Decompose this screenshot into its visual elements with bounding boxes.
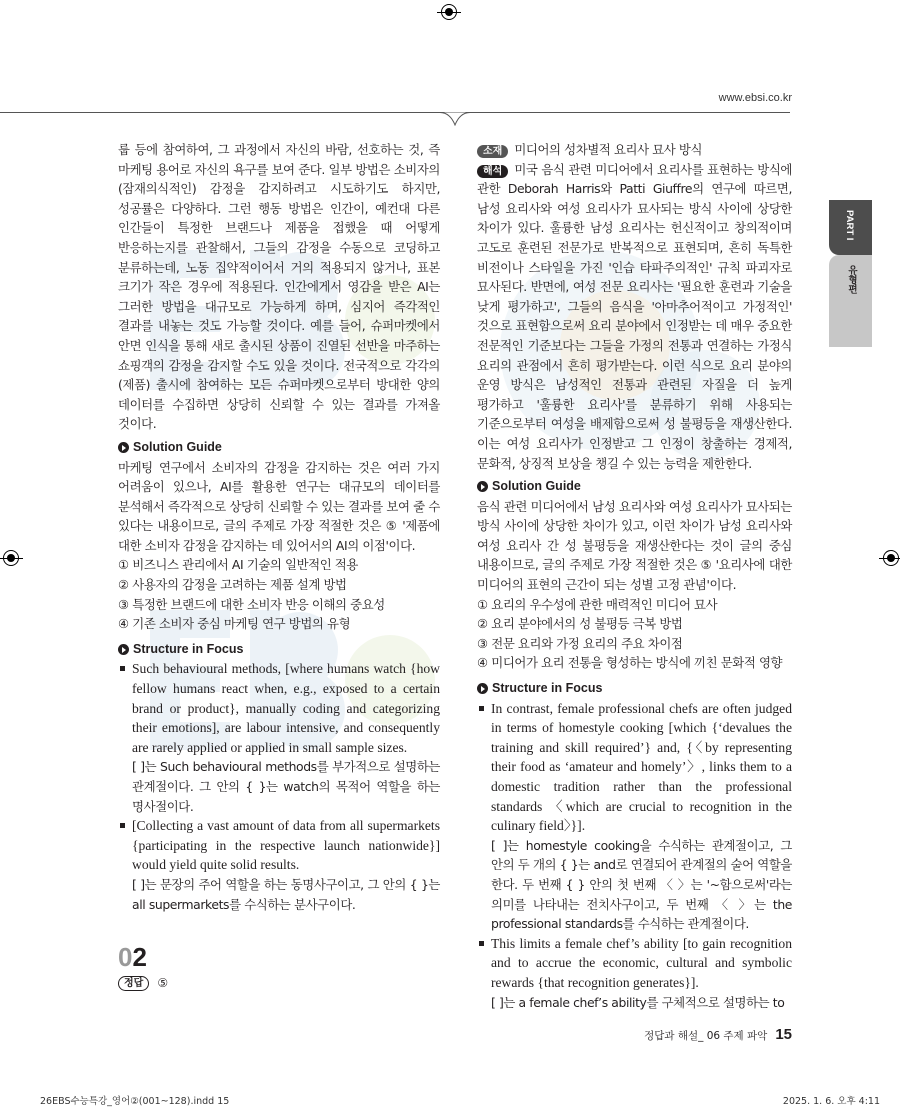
question-number-digit: 0 [118,942,133,973]
right-column [477,140,792,1012]
option: ④ 미디어가 요리 전통을 형성하는 방식에 끼친 문화적 영향 [477,655,783,671]
structure-heading: Structure in Focus [118,640,440,660]
option: ① 비즈니스 관리에서 AI 기술의 일반적인 적용 [118,557,358,573]
answer: 정답 ⑤ [118,974,440,994]
structure-note: [ ]는 Such behavioural methods를 부가적으로 설명하는 관계절이다. 그 안의 { }는 watch의 목적어 역할을 하는 명사절이다. [132,759,440,814]
structure-sentence: This limits a female chef’s ability [to gain recognition and to accrue the economic, cultural and symbolic rewards {that recognition generates}]. [477,934,792,993]
print-slug [40,1093,880,1115]
question-number-digit: 2 [132,942,147,973]
topic: 소재 미디어의 성차별적 요리사 묘사 방식 [477,140,792,160]
option: ③ 특정한 브랜드에 대한 소비자 반응 이해의 중요성 [118,596,385,612]
solution-guide-heading: Solution Guide [118,438,440,458]
structure-sentence: [Collecting a vast amount of data from all supermarkets {participating in the respective launch nationwide}] would yield quite solid results. [118,816,440,875]
option: ④ 기존 소비자 중심 마케팅 연구 방법의 유형 [118,616,351,632]
page-number: 15 [775,1026,792,1044]
solution-text: 마케팅 연구에서 소비자의 감정을 감지하는 것은 여러 가지 어려움이 있으나, AI를 활용한 연구는 대규모의 데이터를 분석해서 즉각적으로 상당히 신뢰할 수 있는 결과를 보여 줄 수 있다는 내용이므로, 글의 주제로 가장 적절한 것은 ⑤ '제품에 대한 소비자 감정을 감지하는 데 있어서의 AI의 이점'이다. [118,459,440,553]
left-column [118,140,440,994]
play-icon [118,644,129,655]
option: ② 요리 분야에서의 성 불평등 극복 방법 [477,616,683,632]
passage-translation: 룹 등에 참여하여, 그 과정에서 자신의 바람, 선호하는 것, 즉 마케팅 용어로 자신의 욕구를 보여 준다. 일부 방법은 소비자의 (잠재의식적인) 감정을 감지하려고 시도하기도 하지만, 성공률은 다양하다. 그런 행동 방법은 인간이, 예컨대 다른 인간들이 특정한 브랜드나 제품을 접했을 때 어떻게 반응하는지를 관찰해서, 그들의 감정을 수동으로 코딩하고 분류하는데, 노동 집약적이어서 거의 적용되지 않거나, 표본 크기가 작은 경우에 적용된다. 인간에게서 영감을 받은 AI는 그러한 방법을 대규모로 가능하게 하며, 심지어 즉각적인 결과를 내놓는 것도 가능할 것이다. 예를 들어, 슈퍼마켓에서 안면 인식을 통해 새로 출시된 상품이 진열된 선반을 마주하는 쇼핑객의 감정을 감지할 수도 있을 것이다. 전국적으로 각각의 (제품) 출시에 참여하는 모든 슈퍼마켓으로부터 방대한 양의 데이터를 수집하면 상당히 신뢰할 수 있는 결과를 가져올 것이다. [118,142,440,432]
structure-note: [ ]는 a female chef’s ability를 구체적으로 설명하는 to [491,994,785,1010]
structure-note: [ ]는 문장의 주어 역할을 하는 동명사구이고, 그 안의 { }는 all supermarkets를 수식하는 분사구이다. [132,876,440,912]
site-url: www.ebsi.co.kr [718,92,792,104]
side-tab-part[interactable]: PART I [829,200,872,255]
structure-sentence: In contrast, female professional chefs are often judged in terms of homestyle cooking [which {‘devalues the training and skill required’} and, {〈by representing their food as ‘amateur and homely’〉, links them to a domestic tradition rather than the professional standards 〈which are crucial to recognition in the culinary field〉}]. [477,699,792,836]
question-number [118,942,440,972]
file-name: 26EBS수능특강_영어②(001~128).indd 15 [40,1096,230,1108]
play-icon [118,442,129,453]
structure-note: [ ]는 homestyle cooking을 수식하는 관계절이고, 그 안의 두 개의 { }는 and로 연결되어 관계절의 술어 역할을 한다. 두 번째 { } 안의 첫 번째 〈 〉는 '~함으로써'라는 의미를 나타내는 전치사구이고, 두 번째 〈 〉는 the professional standards를 수식하는 관계절이다. [491,837,792,932]
play-icon [477,683,488,694]
structure-heading: Structure in Focus [477,679,792,699]
page-footer: 정답과 해설_ 06 주제 파악 15 [644,1026,792,1044]
side-tab-section[interactable]: 유형편 [829,255,872,347]
solution-guide-heading: Solution Guide [477,477,792,497]
print-date: 2025. 1. 6. 오후 4:11 [782,1096,880,1108]
option: ③ 전문 요리와 가정 요리의 주요 차이점 [477,635,683,651]
structure-sentence: Such behavioural methods, [where humans watch {how fellow humans react when, e.g., exposed to a certain brand or product}, manually coding and categorizing their emotions], are labour intensive, and consequently are rarely applied or applied in small sample sizes. [118,659,440,757]
question-block [118,942,440,994]
play-icon [477,481,488,492]
columns [118,140,792,1012]
option: ① 요리의 우수성에 관한 매력적인 미디어 묘사 [477,596,718,612]
solution-text: 음식 관련 미디어에서 남성 요리사와 여성 요리사가 묘사되는 방식 사이에 상당한 차이가 있고, 이런 차이가 남성 요리사와 여성 요리사 간 성 불평등을 재생산한다는 것이 글의 중심 내용이므로, 글의 주제로 가장 적절한 것은 ⑤ '요리사에 대한 미디어의 표현의 근간이 되는 성별 고정 관념'이다. [477,498,792,593]
translation: 해석 미국 음식 관련 미디어에서 요리사를 표현하는 방식에 관한 Deborah Harris와 Patti Giuffre의 연구에 따르면, 남성 요리사와 여성 요리사가 묘사되는 방식 사이에 상당한 차이가 있다. 훌륭한 남성 요리사는 헌신적이고 창의적이며 고도로 훈련된 전문가로 반복적으로 표현되며, 흔히 독특한 비전이나 스타일을 가진 '인습 타파주의적인' 규칙 파괴자로 묘사된다. 반면에, 여성 전문 요리사는 '필요한 훈련과 기술을 낮게 평가하고', 그들의 음식을 '아마추어적이고 가정적인' 것으로 표현함으로써 요리 분야에서 인정받는 데 매우 중요한 전문적인 기준보다는 그들을 가정의 전통과 연결하는 가정식 요리의 관점에서 흔히 평가받는다. 이런 식으로 요리 분야의 운영 방식은 남성적인 전통과 관련된 자질을 더 높게 평가하고 '훌륭한 요리사'를 분류하기 위해 사용되는 기준으로부터 여성을 배제함으로써 성 불평등을 재생산한다. 이는 여성 요리사가 인정받고 그 인정이 창출하는 경제적, 문화적, 상징적 보상을 챙길 수 있는 능력을 제한한다. [477,161,792,471]
option: ② 사용자의 감정을 고려하는 제품 설계 방법 [118,577,347,593]
